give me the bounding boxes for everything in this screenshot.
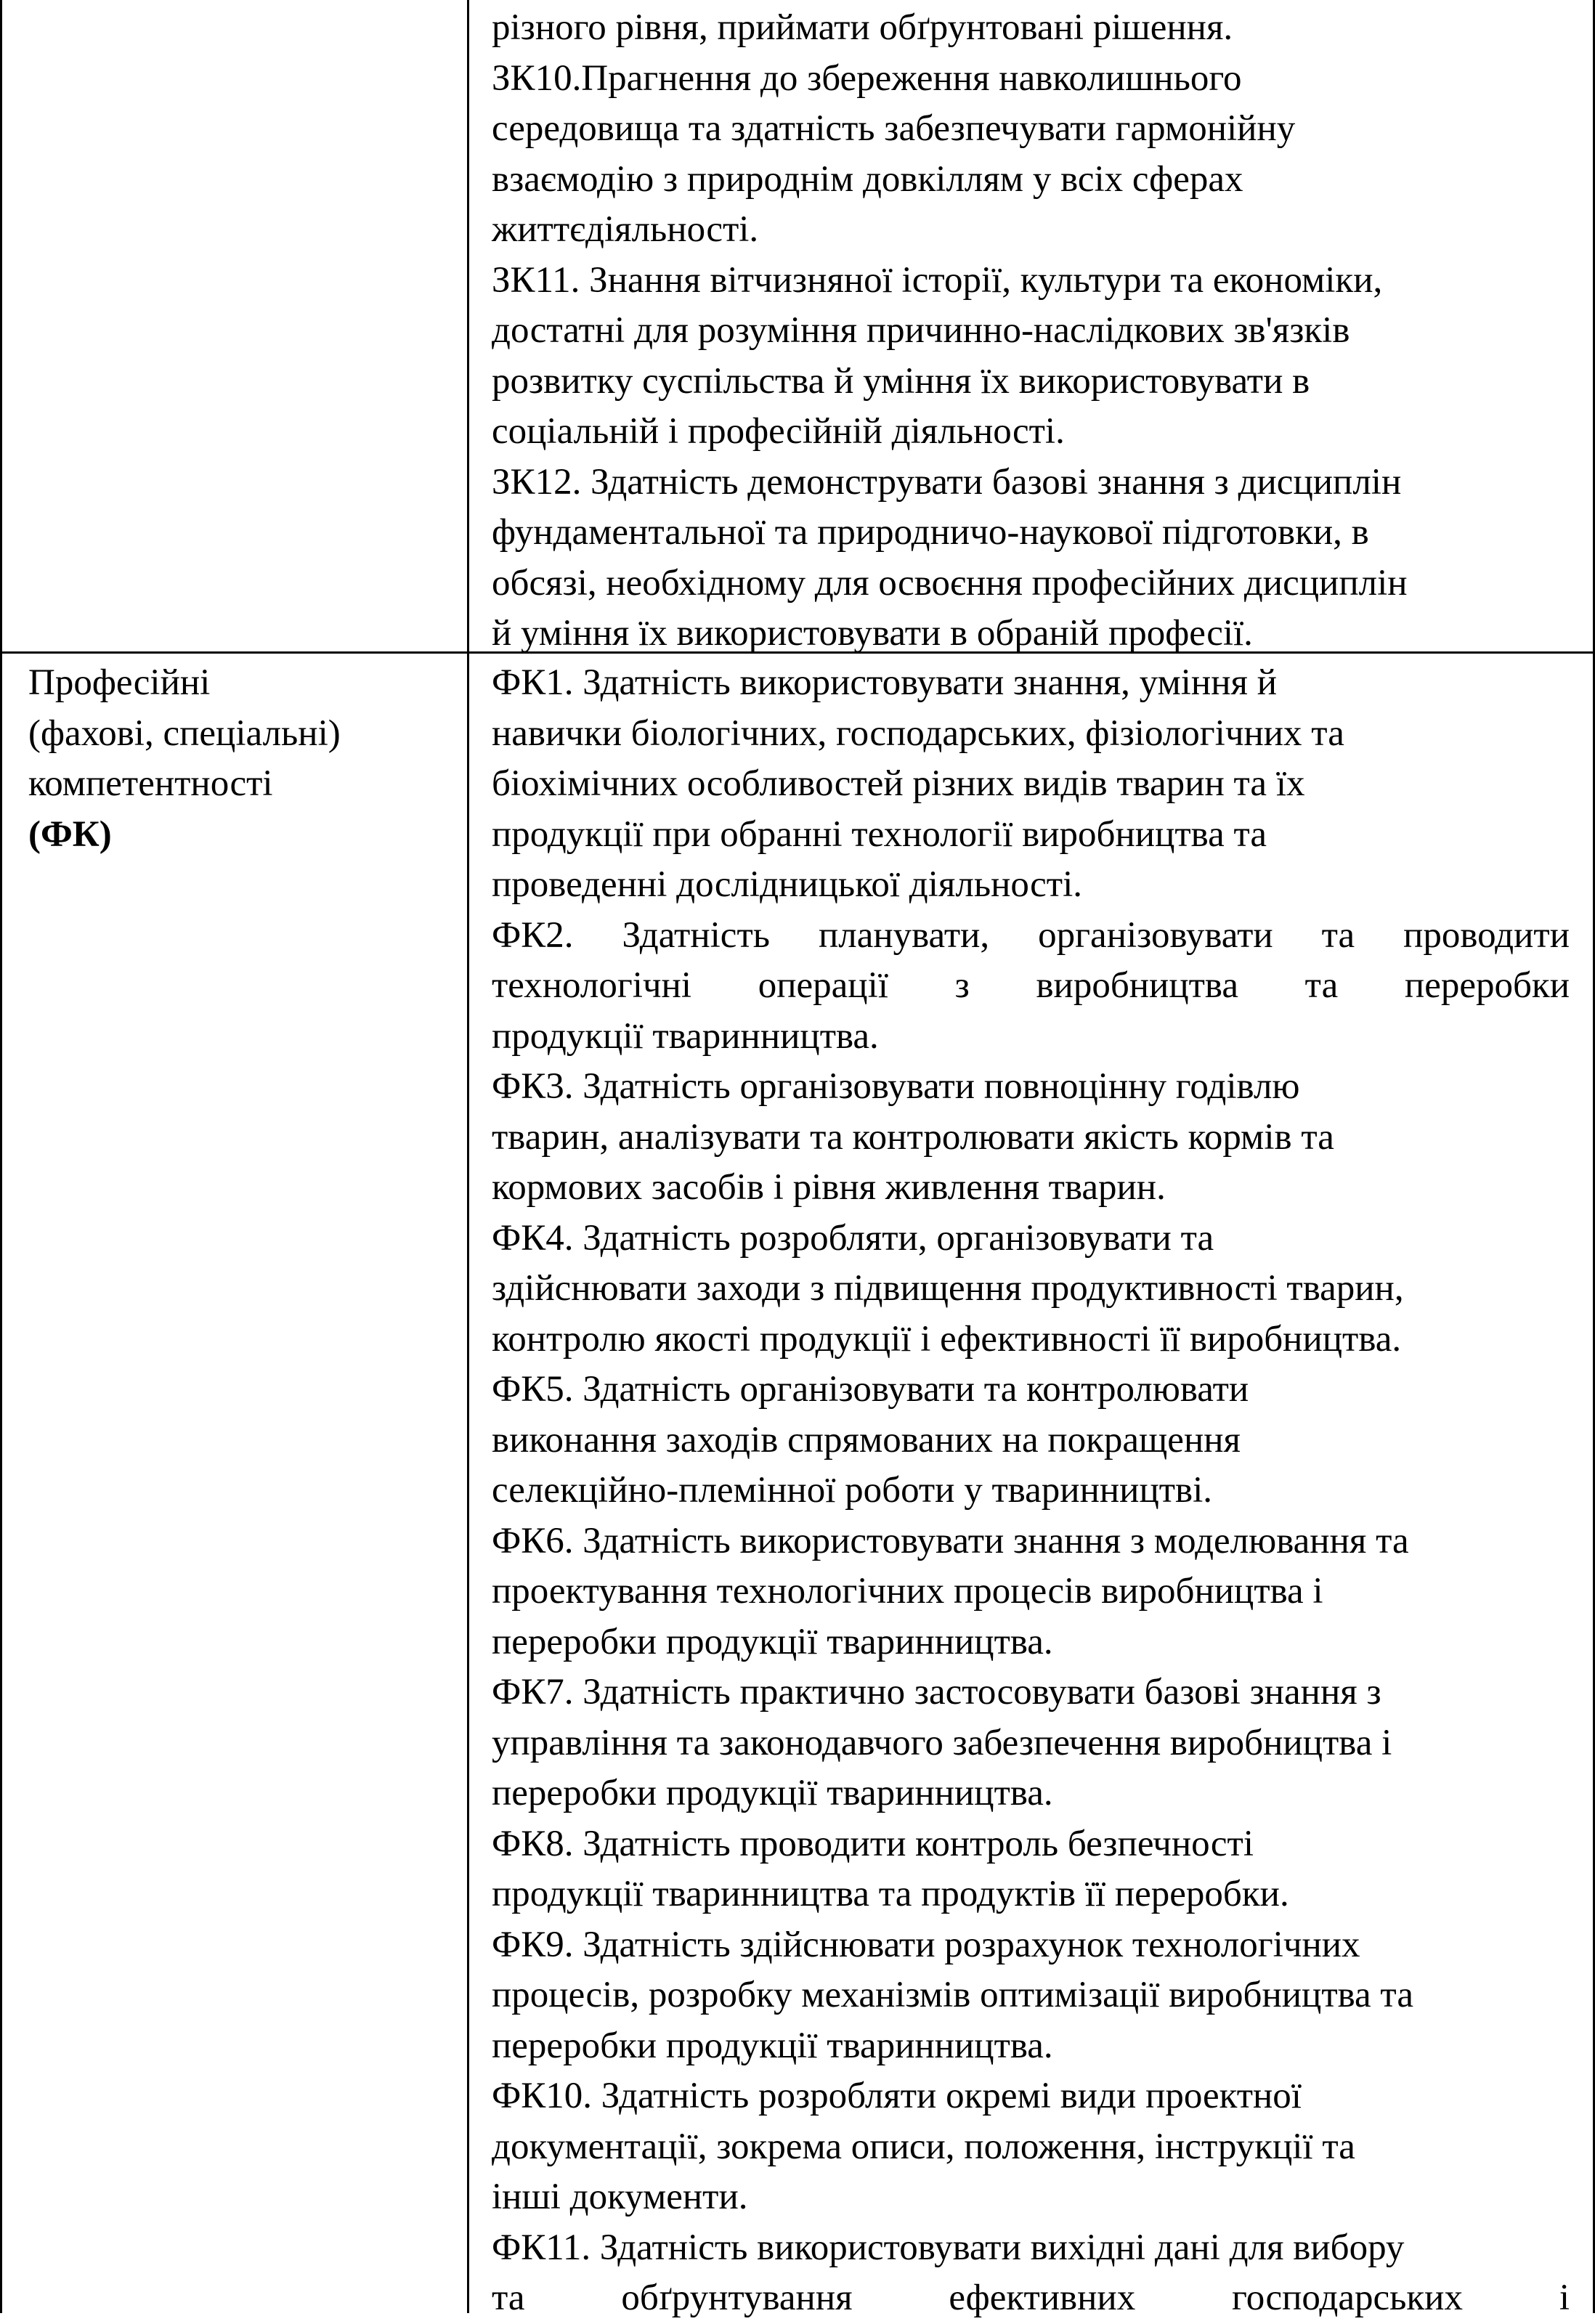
text-line: переробки продукції тваринництва. bbox=[492, 2025, 1053, 2066]
text-line: обсязі, необхідному для освоєння професійних дисциплін bbox=[492, 562, 1408, 604]
text-line: переробки продукції тваринництва. bbox=[492, 1621, 1053, 1662]
text-line: інші документи. bbox=[492, 2177, 748, 2217]
text-line: проектування технологічних процесів виробництва і bbox=[492, 1571, 1323, 1612]
text-line: достатні для розуміння причинно-наслідкових зв'язків bbox=[492, 310, 1350, 351]
text-line: фундаментальної та природничо-наукової підготовки, в bbox=[492, 512, 1369, 553]
text-line: документації, зокрема описи, положення, інструкції та bbox=[492, 2126, 1355, 2167]
text-line: ФК5. Здатність організовувати та контролювати bbox=[492, 1369, 1249, 1410]
text-line: ЗК11. Знання вітчизняної історії, культури та економіки, bbox=[492, 259, 1383, 301]
general-competencies-cell bbox=[492, 3, 1570, 659]
table-column-divider bbox=[467, 0, 469, 2313]
text-line: ЗК12. Здатність демонструвати базові знання з дисциплін bbox=[492, 461, 1402, 503]
text-line: процесів, розробку механізмів оптимізації виробництва та bbox=[492, 1975, 1413, 2015]
text-line: виконання заходів спрямованих на покращення bbox=[492, 1419, 1241, 1460]
text-line: продукції при обранні технології виробництва та bbox=[492, 813, 1267, 855]
text-line: соціальній і професійній діяльності. bbox=[492, 411, 1065, 452]
text-line: технологічні операції з виробництва та переробки bbox=[492, 965, 1570, 1006]
text-line: навички біологічних, господарських, фізіологічних та bbox=[492, 712, 1344, 754]
text-line: середовища та здатність забезпечувати гармонійну bbox=[492, 108, 1296, 149]
text-line: управління та законодавчого забезпечення виробництва і bbox=[492, 1722, 1392, 1763]
text-line: ФК2. Здатність планувати, організовувати та проводити bbox=[492, 914, 1570, 956]
text-line: селекційно-племінної роботи у тваринництві. bbox=[492, 1470, 1213, 1511]
category-label: (фахові, спеціальні) bbox=[28, 712, 341, 754]
text-line: ФК7. Здатність практично застосовувати базові знання з bbox=[492, 1672, 1381, 1712]
text-line: тварин, аналізувати та контролювати якість кормів та bbox=[492, 1116, 1334, 1158]
text-line: проведенні дослідницької діяльності. bbox=[492, 864, 1082, 905]
category-label: компетентності bbox=[28, 763, 273, 804]
text-line: ФК11. Здатність використовувати вихідні дані для вибору bbox=[492, 2227, 1405, 2268]
professional-competencies-label-cell bbox=[28, 658, 457, 860]
text-line: продукції тваринництва. bbox=[492, 1015, 879, 1057]
text-line: кормових засобів і рівня живлення тварин. bbox=[492, 1167, 1166, 1208]
text-line: ФК10. Здатність розробляти окремі види проектної bbox=[492, 2076, 1302, 2116]
text-line: та обґрунтування ефективних господарських і bbox=[492, 2278, 1570, 2318]
professional-competencies-cell bbox=[492, 658, 1570, 2324]
text-line: й уміння їх використовувати в обраній професії. bbox=[492, 613, 1253, 654]
category-code: (ФК) bbox=[28, 813, 112, 855]
text-line: взаємодію з природнім довкіллям у всіх сферах bbox=[492, 158, 1243, 200]
text-line: ФК9. Здатність здійснювати розрахунок технологічних bbox=[492, 1924, 1360, 1965]
text-line: різного рівня, приймати обґрунтовані рішення. bbox=[492, 7, 1233, 48]
text-line: переробки продукції тваринництва. bbox=[492, 1773, 1053, 1813]
text-line: ФК4. Здатність розробляти, організовувати та bbox=[492, 1217, 1214, 1259]
text-line: біохімічних особливостей різних видів тварин та їх bbox=[492, 763, 1305, 804]
text-line: ФК1. Здатність використовувати знання, уміння й bbox=[492, 662, 1278, 703]
text-line: ФК6. Здатність використовувати знання з моделювання та bbox=[492, 1520, 1409, 1561]
category-label: Професійні bbox=[28, 662, 211, 703]
text-line: життєдіяльності. bbox=[492, 209, 759, 250]
text-line: здійснювати заходи з підвищення продуктивності тварин, bbox=[492, 1268, 1404, 1309]
text-line: продукції тваринництва та продуктів її переробки. bbox=[492, 1874, 1289, 1914]
text-line: ФК8. Здатність проводити контроль безпечності bbox=[492, 1823, 1254, 1864]
text-line: контролю якості продукції і ефективності її виробництва. bbox=[492, 1318, 1402, 1360]
text-line: ФК3. Здатність організовувати повноцінну годівлю bbox=[492, 1066, 1300, 1107]
text-line: розвитку суспільства й уміння їх використовувати в bbox=[492, 360, 1310, 402]
text-line: ЗК10.Прагнення до збереження навколишнього bbox=[492, 57, 1242, 99]
